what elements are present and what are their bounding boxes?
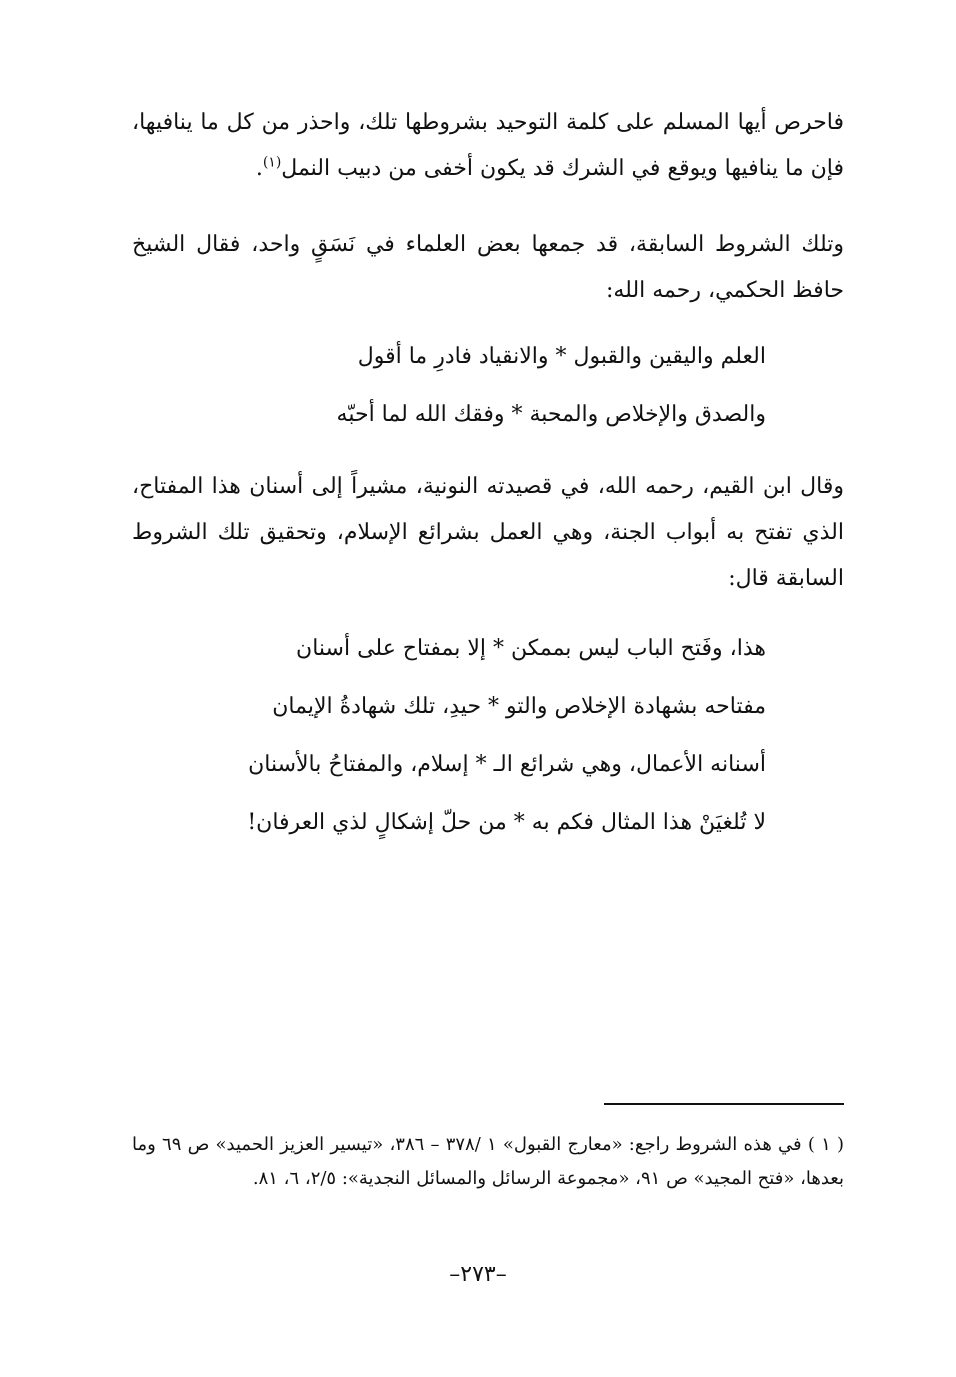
paragraph-2: وتلك الشروط السابقة، قد جمعها بعض العلماء في نَسَقٍ واحد، فقال الشيخ حافظ الحكمي، رحمه الله: <box>132 232 844 303</box>
poem2-verse-4: لا تُلغيَنْ هذا المثال فكم به * من حلّ إشكالٍ لذي العرفان! <box>247 810 766 835</box>
poem-ibn-qayyim <box>226 620 766 852</box>
paragraph-3: وقال ابن القيم، رحمه الله، في قصيدته النونية، مشيراً إلى أسنان هذا المفتاح، الذي تفتح به أبواب الجنة، وهي العمل بشرائع الإسلام، وتحقيق تلك الشروط السابقة قال: <box>132 474 844 591</box>
page-number: –٢٧٣– <box>449 1262 507 1287</box>
footnote-separator <box>604 1103 844 1105</box>
poem2-verse-2: مفتاحه بشهادة الإخلاص والتو * حيدِ، تلك شهادةُ الإيمان <box>272 694 766 719</box>
poem2-verse-1: هذا، وفَتح الباب ليس بممكن * إلا بمفتاح على أسنان <box>296 636 766 661</box>
footnote-1: ( ١ ) في هذه الشروط راجع: «معارج القبول» ١ /٣٧٨ – ٣٨٦، «تيسير العزيز الحميد» ص ٦٩ وما بعدها، «فتح المجيد» ص ٩١، «مجموعة الرسائل والمسائل النجدية»: ٢/٥، ٦، ٨١. <box>132 1134 844 1189</box>
paragraph-1-end: . <box>255 156 263 181</box>
footnote-reference[interactable]: (١) <box>262 154 282 171</box>
poem1-verse-1: العلم واليقين والقبول * والانقياد فادرِ ما أقول <box>357 344 766 369</box>
paragraph-1-text: فاحرص أيها المسلم على كلمة التوحيد بشروطها تلك، واحذر من كل ما ينافيها، فإن ما ينافيها ويوقع في الشرك قد يكون أخفى من دبيب النمل <box>132 110 844 181</box>
poem2-verse-3: أسنانه الأعمال، وهي شرائع الـ * إسلام، والمفتاحُ بالأسنان <box>248 752 766 777</box>
paragraph-1 <box>132 100 844 192</box>
poem-hafiz-hakami <box>226 328 766 444</box>
poem1-verse-2: والصدق والإخلاص والمحبة * وفقك الله لما أحبّه <box>336 402 766 427</box>
